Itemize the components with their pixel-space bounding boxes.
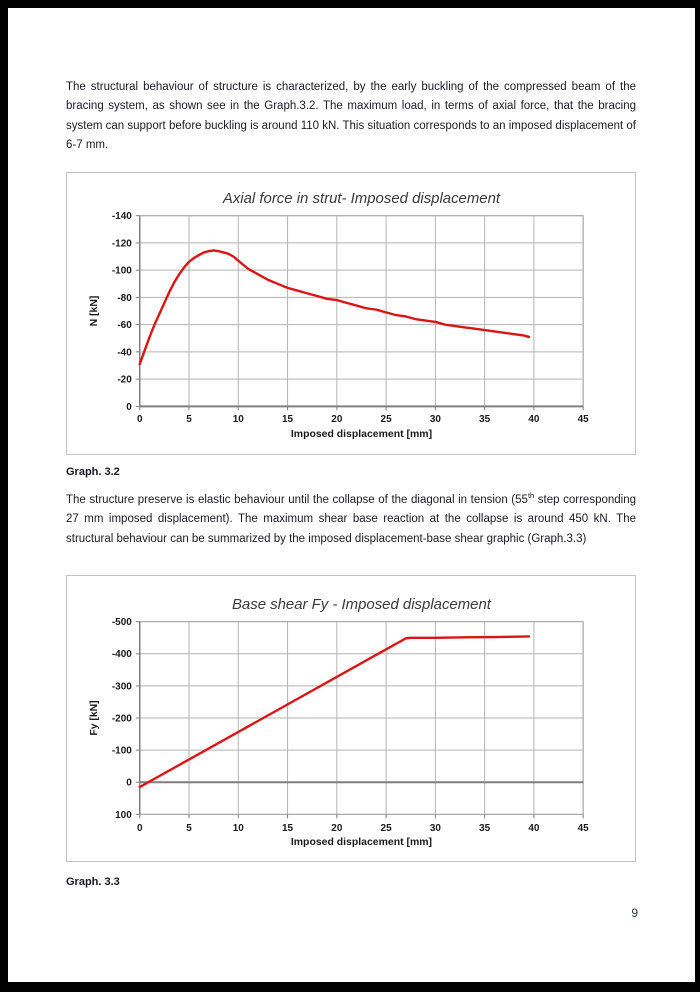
- svg-text:-120: -120: [111, 238, 132, 250]
- svg-text:30: 30: [429, 823, 441, 835]
- svg-text:-60: -60: [117, 320, 132, 332]
- svg-text:Axial force in strut- Imposed: Axial force in strut- Imposed displacement: [222, 189, 501, 207]
- svg-text:N [kN]: N [kN]: [88, 295, 100, 327]
- svg-text:40: 40: [528, 414, 540, 426]
- svg-text:25: 25: [380, 823, 392, 835]
- caption-graph-3-2: Graph. 3.2: [66, 466, 120, 478]
- svg-text:30: 30: [429, 414, 441, 426]
- svg-text:0: 0: [136, 823, 143, 835]
- svg-text:Base shear Fy - Imposed displa: Base shear Fy - Imposed displacement: [231, 595, 491, 613]
- svg-text:15: 15: [282, 823, 294, 835]
- chart-axial-force: [66, 172, 636, 455]
- svg-text:-500: -500: [111, 617, 132, 629]
- svg-text:Imposed displacement [mm]: Imposed displacement [mm]: [290, 429, 433, 441]
- svg-text:0: 0: [126, 401, 132, 413]
- svg-text:15: 15: [282, 414, 294, 426]
- svg-text:100: 100: [115, 809, 132, 821]
- svg-text:5: 5: [186, 823, 192, 835]
- svg-text:-400: -400: [111, 649, 132, 661]
- paragraph-collapse: [66, 491, 636, 549]
- svg-text:35: 35: [479, 823, 491, 835]
- svg-text:40: 40: [528, 823, 540, 835]
- caption-graph-3-3: Graph. 3.3: [66, 876, 120, 888]
- svg-text:10: 10: [232, 823, 244, 835]
- paragraph-collapse-text-end: step corresponding 27 mm imposed displacement). The maximum shear base reaction at the collapse is around 450 kN. The structural behaviour can be summarized by the imposed displacement-base shear graphic (Graph.3.3): [66, 494, 636, 545]
- svg-text:-40: -40: [117, 347, 132, 359]
- svg-text:-20: -20: [117, 374, 132, 386]
- chart-base-shear: [66, 575, 636, 862]
- svg-text:35: 35: [479, 414, 491, 426]
- paragraph-intro: The structural behaviour of structure is characterized, by the early buckling of the compressed beam of the bracing system, as shown see in the Graph.3.2. The maximum load, in terms of axial force, that the bracing system can support before buckling is around 110 kN. This situation corresponds to an imposed displacement of 6-7 mm.: [66, 81, 636, 151]
- document-page: [8, 8, 695, 982]
- axial-force-line-chart: [67, 173, 635, 454]
- svg-text:10: 10: [232, 414, 244, 426]
- paragraph-collapse-text-start: The structure preserve is elastic behaviour until the collapse of the diagonal in tension (55: [66, 494, 528, 506]
- svg-text:-80: -80: [117, 292, 132, 304]
- base-shear-line-chart: [67, 576, 635, 861]
- svg-text:25: 25: [380, 414, 392, 426]
- svg-text:-200: -200: [111, 713, 132, 725]
- svg-text:45: 45: [577, 823, 589, 835]
- svg-text:-140: -140: [111, 211, 132, 223]
- svg-text:5: 5: [186, 414, 192, 426]
- svg-text:-300: -300: [111, 681, 132, 693]
- svg-text:0: 0: [126, 777, 132, 789]
- svg-text:0: 0: [136, 414, 143, 426]
- page-number: 9: [631, 906, 638, 920]
- svg-text:20: 20: [331, 414, 343, 426]
- ordinal-superscript: th: [527, 491, 535, 501]
- svg-text:-100: -100: [111, 745, 132, 757]
- svg-text:Fy [kN]: Fy [kN]: [88, 700, 100, 736]
- svg-text:Imposed displacement [mm]: Imposed displacement [mm]: [290, 837, 433, 849]
- svg-text:-100: -100: [111, 265, 132, 277]
- svg-text:20: 20: [331, 823, 343, 835]
- svg-text:45: 45: [577, 414, 589, 426]
